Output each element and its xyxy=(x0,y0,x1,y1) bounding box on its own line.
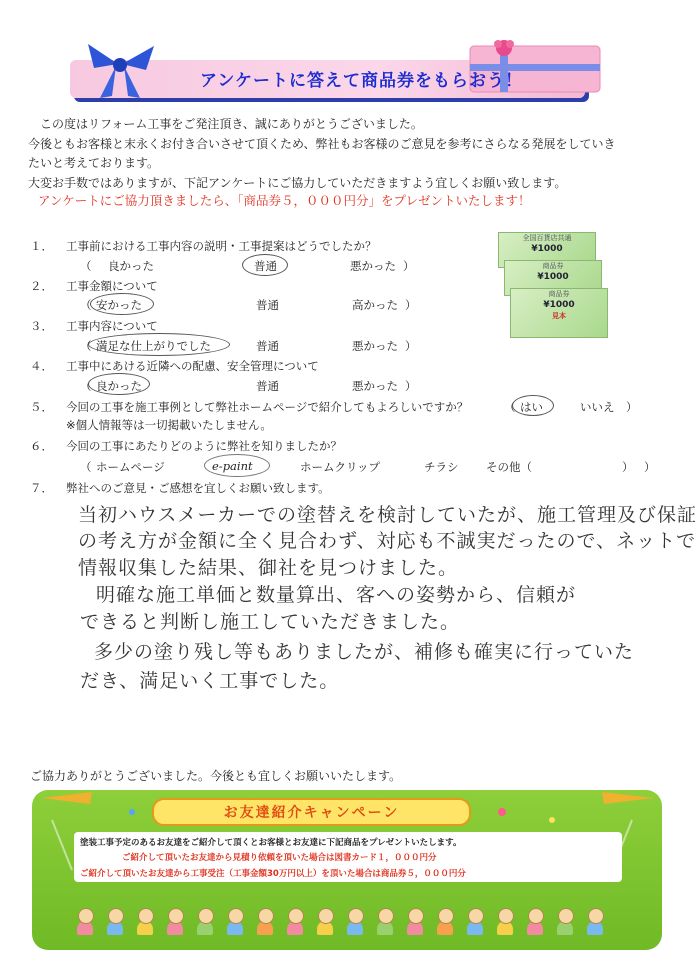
q6-close-paren: ） xyxy=(644,460,656,474)
voucher-amount: ¥1000 xyxy=(531,244,563,254)
q3-open-paren: （ xyxy=(80,339,92,353)
selected-circle xyxy=(90,293,154,315)
person-icon xyxy=(226,908,244,932)
person-icon xyxy=(286,908,304,932)
question-6-text: 今回の工事にあたりどのように弊社を知りましたか？ xyxy=(66,439,342,453)
q4-option-normal[interactable]: 普通 xyxy=(256,379,279,393)
banner-title: アンケートに答えて商品券をもらおう！ xyxy=(200,71,523,91)
q3-close-paren: ） xyxy=(405,339,417,353)
q1-option-normal[interactable]: 普通 xyxy=(254,259,277,273)
person-icon xyxy=(76,908,94,932)
voucher-label: 商品券 xyxy=(542,262,564,270)
q6-option-epaint[interactable]: e-paint xyxy=(212,459,253,473)
q3-option-normal[interactable]: 普通 xyxy=(256,339,279,353)
question-5-number: ５． xyxy=(30,400,53,414)
question-4-text: 工事中にあける近隣への配慮、安全管理について xyxy=(66,359,319,373)
q2-open-paren: （ xyxy=(80,298,92,312)
selected-circle xyxy=(242,254,288,276)
q4-option-bad[interactable]: 悪かった xyxy=(352,379,398,393)
question-2-text: 工事金額について xyxy=(66,279,158,293)
campaign-title: お友達紹介キャンペーン xyxy=(223,805,400,821)
person-icon xyxy=(406,908,424,932)
q2-option-cheap[interactable]: 安かった xyxy=(96,298,142,312)
intro-highlight: アンケートにご協力頂きましたら、「商品券５，０００円分」をプレゼントいたします！ xyxy=(38,193,531,208)
intro-line-4: 大変お手数ではありますが、下記アンケートにご協力していただきますよう宜しくお願い致します。 xyxy=(28,176,567,190)
person-icon xyxy=(136,908,154,932)
voucher-amount: ¥1000 xyxy=(543,300,575,310)
handwritten-line: だき、満足いく工事でした。 xyxy=(80,670,340,692)
person-icon xyxy=(346,908,364,932)
voucher-top-text: 全国百貨店共通 xyxy=(522,234,572,242)
q6-option-homepage[interactable]: ホームページ xyxy=(96,460,165,474)
q6-open-paren: （ xyxy=(80,460,92,474)
selected-circle xyxy=(88,333,230,356)
question-3-text: 工事内容について xyxy=(66,319,158,333)
question-7-number: ７． xyxy=(30,481,53,495)
q6-option-other[interactable]: その他（ xyxy=(486,460,532,474)
person-icon xyxy=(466,908,484,932)
handwritten-line: の考え方が金額に全く見合わず、対応も不誠実だったので、ネットで xyxy=(78,530,697,552)
q6-option-flyer[interactable]: チラシ xyxy=(424,460,459,474)
q1-option-good[interactable]: 良かった xyxy=(108,259,154,273)
question-1-number: １． xyxy=(30,239,53,253)
gift-voucher-image xyxy=(490,232,608,342)
handwritten-line: 多少の塗り残し等もありましたが、補修も確実に行っていた xyxy=(94,641,635,663)
selected-circle xyxy=(512,395,554,416)
selected-circle xyxy=(204,454,270,477)
person-icon xyxy=(586,908,604,932)
q5-option-no[interactable]: いいえ xyxy=(580,400,615,414)
campaign-line-3: ご紹介して頂いたお友達から工事受注（工事金額30万円以上）を頂いた場合は商品券５，０００円分 xyxy=(80,869,466,879)
handwritten-line: 明確な施工単価と数量算出、客への姿勢から、信頼が xyxy=(96,584,577,606)
q2-option-normal[interactable]: 普通 xyxy=(256,298,279,312)
q3-option-bad[interactable]: 悪かった xyxy=(352,339,398,353)
question-4-number: ４． xyxy=(30,359,53,373)
q4-close-paren: ） xyxy=(405,379,417,393)
person-icon xyxy=(436,908,454,932)
q5-close-paren: ） xyxy=(626,400,638,414)
person-icon xyxy=(106,908,124,932)
intro-line-2: 今後ともお客様と末永くお付き合いさせて頂くため、弊社もお客様のご意見を参考にさらなる発展をしていき xyxy=(28,137,616,151)
intro-line-3: たいと考えております。 xyxy=(28,156,160,170)
voucher-sample-stamp: 見本 xyxy=(552,312,566,320)
q1-close-paren: ） xyxy=(403,259,415,273)
voucher-amount: ¥1000 xyxy=(537,272,569,282)
question-6-number: ６． xyxy=(30,439,53,453)
q4-open-paren: （ xyxy=(80,379,92,393)
q3-option-satisfied[interactable]: 満足な仕上がりでした xyxy=(96,339,211,353)
question-5-text: 今回の工事を施工事例として弊社ホームページで紹介してもよろしいですか？ xyxy=(66,400,469,414)
voucher-card xyxy=(510,288,608,338)
handwritten-line: できると判断し施工していただきました。 xyxy=(80,611,461,633)
handwritten-line: 当初ハウスメーカーでの塗替えを検討していたが、施工管理及び保証 xyxy=(78,504,698,526)
ribbon-bow-icon xyxy=(80,38,160,100)
question-1-text: 工事前における工事内容の説明・工事提案はどうでしたか？ xyxy=(66,239,377,253)
intro-line-1: この度はリフォーム工事をご発注頂き、誠にありがとうございました。 xyxy=(40,117,423,131)
person-icon xyxy=(376,908,394,932)
friend-referral-campaign xyxy=(32,790,662,950)
q5-open-paren: （ xyxy=(504,400,516,414)
header-banner xyxy=(70,38,610,100)
voucher-label: 商品券 xyxy=(548,290,570,298)
question-3-number: ３． xyxy=(30,319,53,333)
q1-option-bad[interactable]: 悪かった xyxy=(350,259,396,273)
handwritten-line: 情報収集した結果、御社を見つけました。 xyxy=(78,557,459,579)
q5-note: ※個人情報等は一切掲載いたしません。 xyxy=(66,418,272,432)
q1-open-paren: （ xyxy=(80,259,92,273)
person-icon xyxy=(556,908,574,932)
campaign-title-box xyxy=(152,798,471,826)
person-icon xyxy=(496,908,514,932)
campaign-details xyxy=(74,832,622,882)
person-icon xyxy=(166,908,184,932)
question-2-number: ２． xyxy=(30,279,53,293)
person-icon xyxy=(316,908,334,932)
q2-close-paren: ） xyxy=(405,298,417,312)
campaign-line-1: 塗装工事予定のあるお友達をご紹介して頂くとお客様とお友達に下記商品をプレゼントいたします。 xyxy=(80,838,462,848)
selected-circle xyxy=(88,373,150,395)
campaign-line-2: ご紹介して頂いたお友達から見積り依頼を頂いた場合は図書カード１，０００円分 xyxy=(122,853,437,863)
person-icon xyxy=(196,908,214,932)
question-7-text: 弊社へのご意見・ご感想を宜しくお願い致します。 xyxy=(66,481,330,495)
person-icon xyxy=(526,908,544,932)
q6-option-homeclip[interactable]: ホームクリップ xyxy=(300,460,381,474)
q2-option-expensive[interactable]: 高かった xyxy=(352,298,398,312)
q6-other-close-paren: ） xyxy=(622,460,634,474)
q4-option-good[interactable]: 良かった xyxy=(96,379,142,393)
closing-text: ご協力ありがとうございました。今後とも宜しくお願いいたします。 xyxy=(30,769,402,783)
person-icon xyxy=(256,908,274,932)
q5-option-yes[interactable]: はい xyxy=(520,400,543,414)
